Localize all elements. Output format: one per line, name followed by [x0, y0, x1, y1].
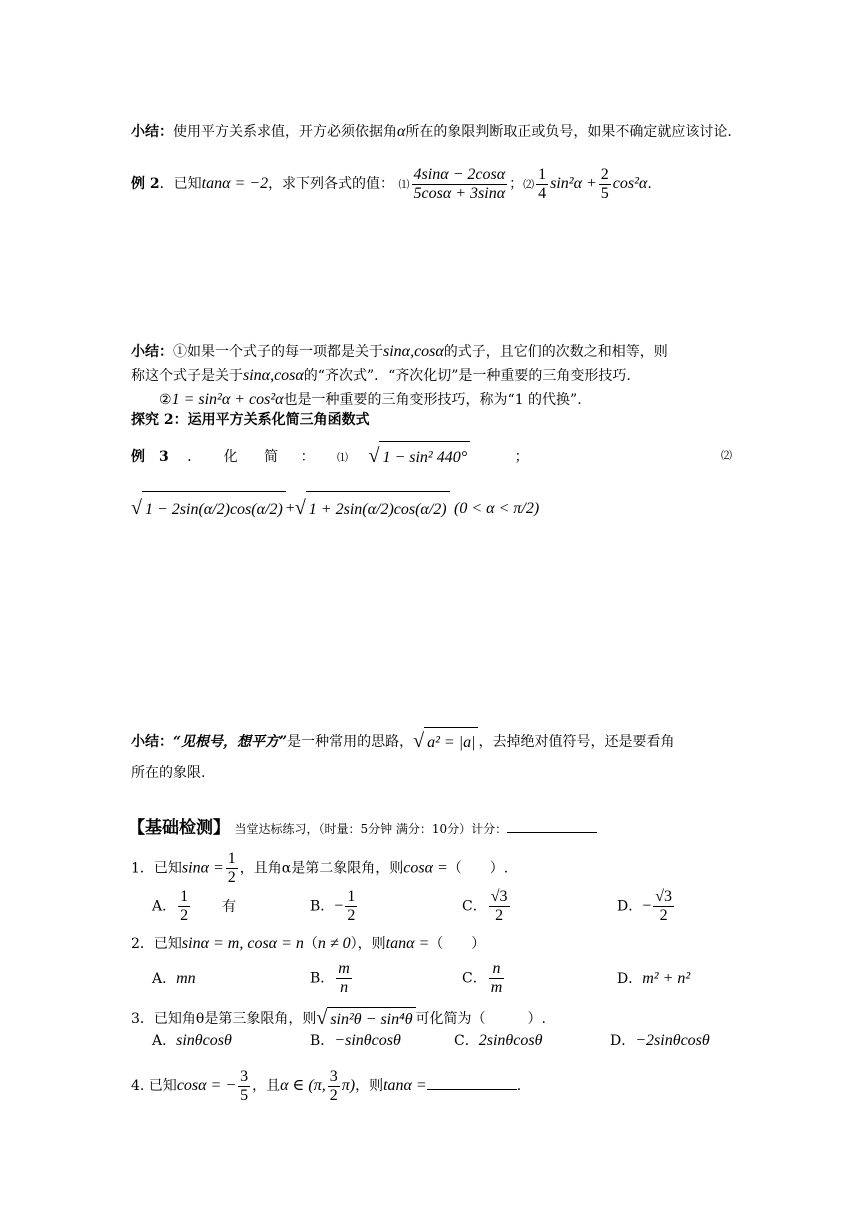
word: 简 [264, 449, 279, 465]
option-c[interactable] [462, 960, 506, 997]
section-title: 【基础检测】 [128, 818, 230, 838]
q-text: ，且角α是第二象限角，则 [239, 860, 404, 877]
punct: ． [187, 449, 202, 465]
option-letter: C． [454, 1033, 479, 1049]
numerator: √3 [490, 888, 508, 905]
summary-text: 是一种常用的思路， [287, 734, 414, 750]
numerator: 1 [538, 165, 547, 183]
numerator: 2 [600, 165, 609, 183]
separator: ； [509, 176, 524, 192]
summary-text: ② [159, 392, 172, 408]
condition: (0 < α < π/2) [454, 500, 540, 517]
operator: + [285, 500, 295, 517]
summary-text: 的“齐次式”．“齐次化切”是一种重要的三角变形技巧. [303, 368, 631, 384]
option-c[interactable] [462, 888, 512, 925]
q-text: 2．已知 [131, 936, 182, 952]
option-value: −sinθcosθ [334, 1032, 401, 1049]
condition: tanα = −2 [201, 175, 269, 192]
option-a[interactable] [152, 968, 196, 988]
fraction-2a [536, 166, 548, 203]
basic-test-header [128, 816, 732, 841]
denominator: 2 [659, 907, 668, 924]
part-number: ⑴ [337, 451, 349, 464]
option-letter: A． [152, 898, 177, 915]
summary-label: 小结： [131, 734, 173, 750]
example-label: 例 2 [131, 176, 160, 192]
radical-icon: √ [294, 497, 306, 519]
numerator: 4sinα − 2cosα [413, 165, 506, 183]
numerator: √3 [655, 888, 673, 905]
option-b[interactable] [310, 960, 354, 997]
part-number: ⑴ [398, 178, 410, 191]
option-value: m² + n² [642, 970, 691, 987]
example-3 [131, 440, 732, 474]
summary-line [131, 340, 732, 364]
summary-text: 所在的象限判断取正或负号，如果不确定就应该讨论. [405, 124, 732, 140]
sqrt-expression [368, 440, 470, 474]
sqrt-expression [295, 490, 450, 528]
summary-line [131, 726, 732, 758]
example-text: ．已知 [159, 176, 202, 192]
denominator: 5 [240, 1086, 249, 1104]
radicand: a² = |a| [424, 727, 478, 758]
fraction [336, 960, 352, 997]
denominator: 2 [347, 907, 356, 924]
section-title: 探究 2：运用平方关系化简三角函数式 [131, 412, 370, 428]
score-blank[interactable] [507, 832, 597, 833]
punct: ； [514, 449, 529, 465]
fraction [489, 888, 510, 925]
denominator: 2 [329, 1086, 338, 1104]
radical-icon: √ [131, 497, 142, 519]
option-letter: B． [310, 898, 335, 915]
radical-icon: √ [368, 445, 380, 467]
summary-label: 小结： [131, 344, 173, 360]
option-letter: C． [462, 898, 487, 915]
option-value: mn [176, 970, 196, 987]
fraction [489, 960, 505, 997]
expression: sinα,cosα [243, 367, 304, 384]
sign: − [642, 897, 652, 915]
denominator: 5 [600, 184, 609, 202]
fraction [178, 888, 190, 925]
condition: n ≠ 0 [317, 935, 351, 952]
example-2 [131, 162, 732, 207]
denominator: 4 [538, 184, 547, 202]
q-text: 3．已知角θ是第三象限角，则 [131, 1011, 317, 1027]
numerator: 1 [227, 850, 236, 867]
example-3-part-2 [131, 490, 732, 528]
question-expression: cosα = [403, 859, 448, 877]
example-label: 例 3 [131, 449, 169, 465]
range: α ∈ (π, [280, 1077, 326, 1094]
summary-line [131, 364, 732, 388]
numerator: n [489, 960, 505, 979]
option-d[interactable] [617, 968, 690, 988]
section-desc: 当堂达标练习，（时量：5分钟 满分：10分）计分： [234, 822, 508, 836]
option-b[interactable] [310, 888, 359, 925]
expression: sinα,cosα [383, 343, 444, 360]
radicand: sin²θ − sin⁴θ [327, 1007, 415, 1032]
punct: ： [300, 449, 315, 465]
sqrt-expression [316, 1006, 415, 1032]
fraction [345, 888, 357, 925]
question-2 [131, 932, 732, 956]
q-text: ），则 [350, 936, 386, 952]
summary-1 [131, 120, 732, 144]
fraction-1 [412, 166, 508, 203]
part-number: ⑵ [721, 449, 732, 462]
answer-paren: （ ）. [447, 860, 509, 877]
numerator: 3 [240, 1067, 249, 1085]
option-d[interactable] [610, 1030, 710, 1050]
q3-options [152, 1030, 732, 1070]
numerator: 1 [180, 888, 189, 905]
option-a[interactable] [152, 888, 236, 925]
numerator: 1 [347, 888, 356, 905]
summary-label: 小结： [131, 124, 173, 140]
option-value: sinθcosθ [176, 1032, 232, 1049]
option-extra: 有 [222, 898, 237, 915]
radical-icon: √ [413, 730, 425, 752]
denominator: n [340, 979, 349, 996]
question-3 [131, 1006, 732, 1032]
condition: cosα = − [176, 1077, 237, 1094]
part-number: ⑵ [523, 178, 535, 191]
summary-text: ①如果一个式子的每一项都是关于 [173, 344, 383, 360]
question-4 [131, 1066, 732, 1106]
option-letter: C． [462, 970, 487, 987]
sqrt-expression [413, 726, 478, 758]
question-1 [131, 850, 732, 887]
option-letter: B． [310, 970, 335, 987]
word: 化 [223, 449, 238, 465]
option-letter: B． [310, 1033, 335, 1049]
alpha-symbol: α [397, 123, 406, 140]
example-text: ，求下列各式的值： [268, 176, 395, 192]
expression: cos²α [612, 175, 648, 192]
summary-text: ，去掉绝对值符号，还是要看角 [478, 734, 675, 750]
radicand: 1 + 2sin(α/2)cos(α/2) [306, 491, 450, 528]
denominator: 5cosα + 3sinα [413, 184, 506, 202]
fraction [226, 850, 238, 887]
denominator: 2 [227, 869, 236, 886]
q-text: 4. 已知 [131, 1078, 177, 1094]
denominator: m [490, 979, 503, 996]
option-a[interactable] [152, 1030, 232, 1050]
answer-blank[interactable] [427, 1089, 517, 1090]
condition: sinα = [181, 859, 224, 877]
option-b[interactable] [310, 1030, 401, 1050]
option-letter: D． [617, 971, 643, 987]
summary-text: 的式子，且它们的次数之和相等，则 [443, 344, 668, 360]
q-text: ，且 [252, 1078, 281, 1094]
fraction-2b [599, 166, 611, 203]
range: π) [341, 1077, 356, 1094]
summary-text: 也是一种重要的三角变形技巧，称为“1 的代换”. [283, 392, 582, 408]
option-c[interactable] [454, 1030, 542, 1050]
quote: “见根号，想平方” [173, 734, 288, 750]
summary-text: 称这个式子是关于 [131, 368, 243, 384]
fraction [653, 888, 674, 925]
answer-paren: （ ） [429, 936, 486, 952]
option-letter: D． [610, 1033, 636, 1049]
numerator: 3 [329, 1067, 338, 1085]
summary-3 [131, 726, 732, 788]
question-expression: tanα = [383, 1077, 427, 1094]
period: . [516, 1078, 522, 1094]
option-letter: A． [152, 1033, 177, 1049]
question-expression: tanα = [385, 935, 430, 952]
radical-icon: √ [316, 1007, 328, 1029]
q-text: 1．已知 [131, 860, 182, 877]
sign: − [334, 897, 344, 915]
option-letter: D． [617, 898, 643, 915]
denominator: 2 [495, 907, 504, 924]
period: . [647, 176, 652, 192]
radicand: 1 − sin² 440° [379, 441, 470, 474]
q2-options [152, 960, 732, 1000]
sqrt-expression [131, 490, 286, 528]
condition: sinα = m, cosα = n [181, 935, 304, 952]
q1-options [152, 888, 732, 928]
summary-2 [131, 340, 732, 412]
expression: 1 = sin²α + cos²α [171, 391, 284, 408]
summary-line: 所在的象限. [131, 765, 206, 781]
option-value: 2sinθcosθ [478, 1032, 543, 1049]
fraction [238, 1068, 250, 1105]
option-d[interactable] [617, 888, 676, 925]
option-letter: A． [152, 971, 177, 987]
radicand: 1 − 2sin(α/2)cos(α/2) [142, 491, 286, 528]
numerator: m [338, 960, 350, 977]
q-text: ，则 [355, 1078, 384, 1094]
expression: sin²α + [550, 175, 597, 192]
q-text: 可化简为（ ）. [415, 1011, 546, 1027]
fraction [328, 1068, 340, 1105]
denominator: 2 [180, 907, 189, 924]
summary-text: 使用平方关系求值，开方必须依据角 [173, 124, 397, 140]
q-text: （ [303, 936, 318, 952]
option-value: −2sinθcosθ [635, 1032, 710, 1049]
